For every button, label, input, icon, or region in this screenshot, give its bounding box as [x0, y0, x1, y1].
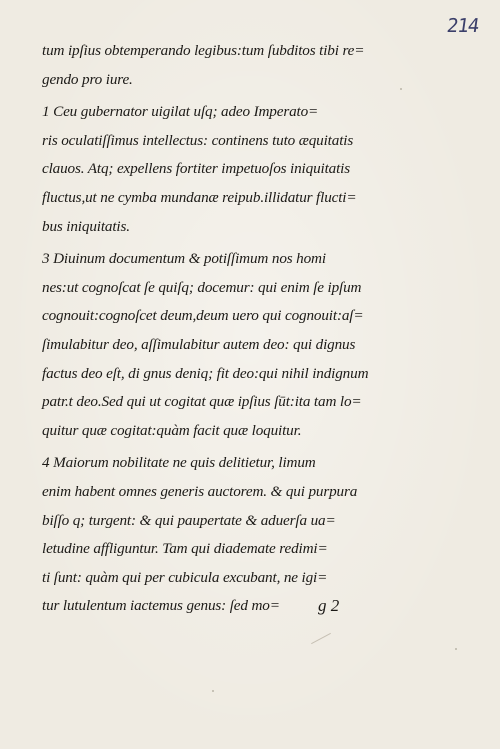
text-line: 3 Diuinum documentum & potiſſimum nos homi — [42, 250, 326, 268]
text-line: bus iniquitatis. — [42, 217, 130, 235]
text-line: letudine affliguntur. Tam qui diademate redimi= — [42, 540, 328, 558]
folio-number: 214 — [445, 15, 480, 37]
text-line: fluctus,ut ne cymba mundanæ reipub.illidatur flucti= — [42, 188, 357, 206]
text-line: nes:ut cognoſcat ſe quiſq; docemur: qui enim ſe ipſum — [42, 278, 362, 296]
text-line: biſſo q; turgent: & qui paupertate & aduerſa ua= — [42, 511, 336, 529]
text-block — [42, 37, 462, 621]
text-line: tum ipſius obtemperando legibus:tum ſubditos tibi re= — [42, 42, 365, 59]
text-line: quitur quæ cogitat:quàm facit quæ loquitur. — [42, 421, 302, 439]
paper-mark — [311, 633, 331, 644]
signature-mark: g 2 — [318, 596, 340, 615]
text-line: 1 Ceu gubernator uigilat uſq; adeo Imperato= — [42, 103, 319, 121]
text-line: tur lutulentum iactemus genus: ſed mo= — [42, 597, 280, 615]
text-line: gendo pro iure. — [42, 70, 133, 88]
text-line: ſimulabitur deo, aſſimulabitur autem deo: qui dignus — [42, 335, 356, 353]
paper-speck — [212, 690, 214, 692]
text-line: factus deo eſt, di gnus deniq; fit deo:qui nihil indignum — [42, 364, 369, 382]
text-line: clauos. Atq; expellens fortiter impetuoſos iniquitatis — [42, 160, 350, 178]
text-line: ris oculatiſſimus intellectus: continens tuto æquitatis — [42, 131, 354, 149]
text-line: enim habent omnes generis auctorem. & qui purpura — [42, 482, 358, 500]
text-line: cognouit:cognoſcet deum,deum uero qui cognouit:aſ= — [42, 307, 364, 325]
text-line: ti ſunt: quàm qui per cubicula excubant, ne igi= — [42, 568, 328, 586]
paper-speck — [455, 648, 457, 650]
paper-speck — [400, 88, 402, 90]
text-line: patr.t deo.Sed qui ut cogitat quæ ipſius ſūt:ita tam lo= — [42, 393, 362, 411]
text-line: 4 Maiorum nobilitate ne quis delitietur, limum — [42, 454, 316, 472]
